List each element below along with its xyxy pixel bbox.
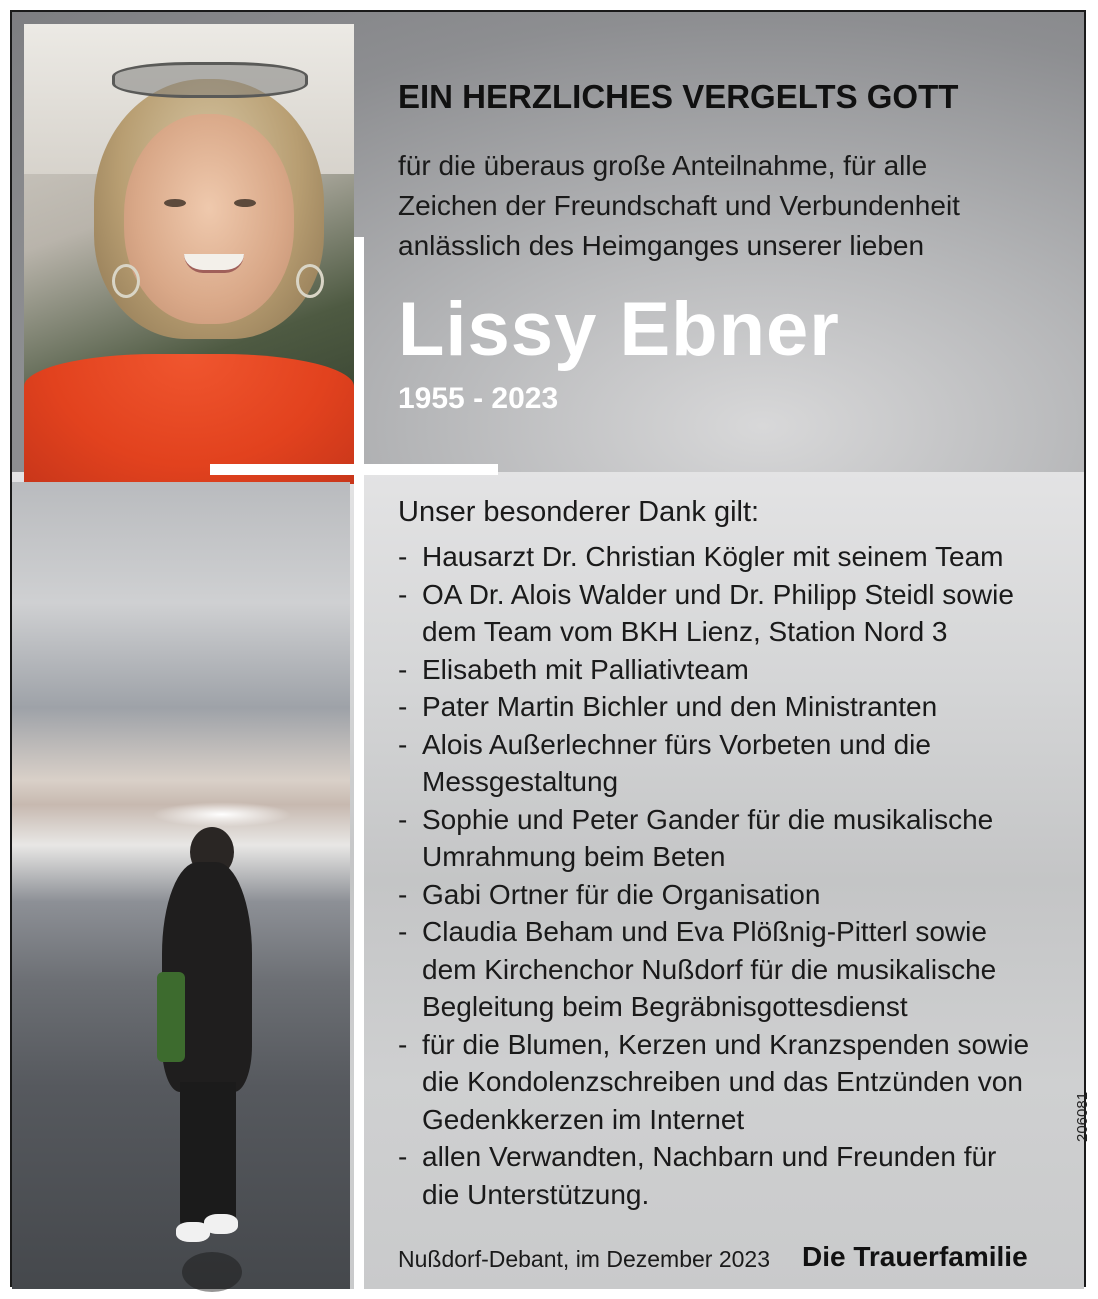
beach-photo xyxy=(12,482,350,1289)
place-date: Nußdorf-Debant, im Dezember 2023 xyxy=(398,1246,770,1272)
list-dash: - xyxy=(398,691,408,722)
thanks-item xyxy=(398,913,1078,1026)
heading: EIN HERZLICHES VERGELTS GOTT xyxy=(398,78,959,115)
thanks-item xyxy=(398,801,1078,876)
cross-vertical-bar xyxy=(354,237,364,1289)
thanks-item-line: die Unterstützung. xyxy=(422,1178,650,1210)
thanks-item-line: OA Dr. Alois Walder und Dr. Philipp Steidl sowie xyxy=(422,578,1014,610)
obituary-card xyxy=(10,10,1091,1287)
earring xyxy=(296,264,324,298)
thanks-item xyxy=(398,651,1078,689)
portrait-photo xyxy=(24,24,354,472)
signature: Die Trauerfamilie xyxy=(802,1241,1028,1272)
thanks-item-line: Pater Martin Bichler und den Ministranten xyxy=(422,691,938,722)
thanks-item-line: Claudia Beham und Eva Plößnig-Pitterl sowie xyxy=(422,916,987,947)
thanks-list xyxy=(398,538,1078,1213)
thanks-item-line: Umrahmung beim Beten xyxy=(422,841,726,872)
thanks-item-line: die Kondolenzschreiben und das Entzünden von xyxy=(422,1066,1023,1097)
list-dash: - xyxy=(398,541,408,572)
thanks-item-line: dem Team vom BKH Lienz, Station Nord 3 xyxy=(422,616,948,647)
list-dash: - xyxy=(398,653,408,685)
thanks-item-line: Begleitung beim Begräbnisgottesdienst xyxy=(422,991,908,1022)
thanks-item-line: Alois Außerlechner fürs Vorbeten und die xyxy=(422,728,931,760)
intro-text xyxy=(398,146,1058,266)
list-dash: - xyxy=(398,916,408,947)
deceased-name: Lissy Ebner xyxy=(398,287,840,372)
thanks-item-line: Sophie und Peter Gander für die musikalische xyxy=(422,803,994,835)
thanks-item-line: Messgestaltung xyxy=(422,766,619,797)
thanks-item xyxy=(398,1026,1078,1139)
thanks-item-line: Hausarzt Dr. Christian Kögler mit seinem Team xyxy=(422,541,1004,572)
intro-line: anlässlich des Heimganges unserer lieben xyxy=(398,230,925,261)
thanks-item-line: für die Blumen, Kerzen und Kranzspenden sowie xyxy=(422,1028,1030,1060)
thanks-item-line: Elisabeth mit Palliativteam xyxy=(422,653,749,685)
thanks-item xyxy=(398,1138,1078,1213)
list-dash: - xyxy=(398,728,408,760)
thanks-item-line: dem Kirchenchor Nußdorf für die musikalische xyxy=(422,953,997,985)
list-dash: - xyxy=(398,803,408,835)
list-dash: - xyxy=(398,878,408,910)
thanks-item xyxy=(398,538,1078,576)
earring xyxy=(112,264,140,298)
intro-line: Zeichen der Freundschaft und Verbundenheit xyxy=(398,190,960,221)
sunglasses xyxy=(112,62,308,98)
list-dash: - xyxy=(398,1141,408,1172)
thanks-item xyxy=(398,876,1078,914)
life-years: 1955 - 2023 xyxy=(398,382,559,415)
cross-horizontal-bar xyxy=(210,464,498,475)
thanks-item xyxy=(398,576,1078,651)
list-dash: - xyxy=(398,1028,408,1060)
list-dash: - xyxy=(398,578,408,610)
thanks-item xyxy=(398,726,1078,801)
ad-code: 206081 xyxy=(1074,1091,1091,1142)
thanks-title: Unser besonderer Dank gilt: xyxy=(398,496,760,528)
intro-line: für die überaus große Anteilnahme, für alle xyxy=(398,150,928,181)
thanks-item-line: Gedenkkerzen im Internet xyxy=(422,1103,745,1135)
thanks-item-line: Gabi Ortner für die Organisation xyxy=(422,878,821,910)
thanks-item xyxy=(398,688,1078,726)
thanks-item-line: allen Verwandten, Nachbarn und Freunden für xyxy=(422,1141,997,1172)
